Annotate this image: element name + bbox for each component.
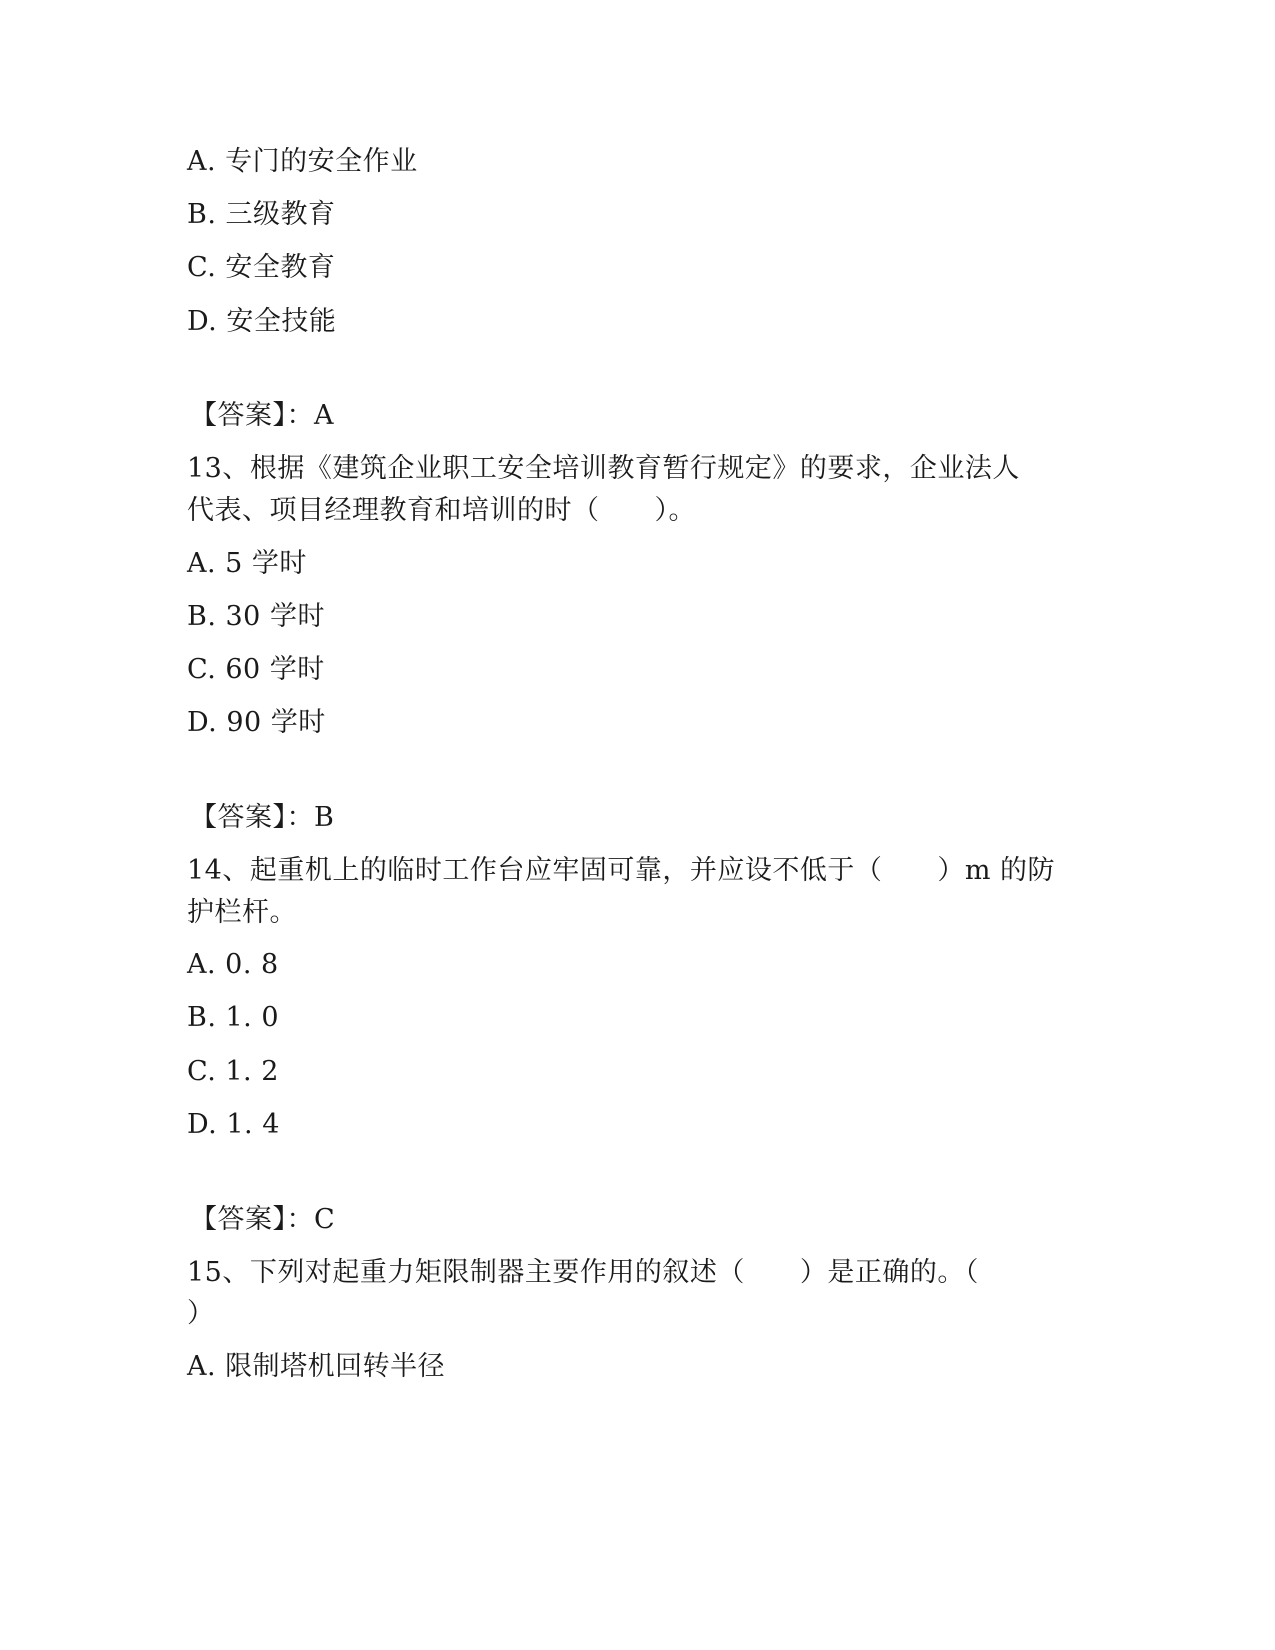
q14-answer: 【答案】：C [190, 1204, 336, 1235]
q14-option-d: D. 1. 4 [187, 1109, 280, 1140]
q13-option-c: C. 60 学时 [187, 654, 325, 685]
q15-option-a: A. 限制塔机回转半径 [187, 1351, 446, 1382]
q14-option-a: A. 0. 8 [187, 949, 279, 980]
q12-option-a: A. 专门的安全作业 [187, 146, 418, 177]
q13-option-d: D. 90 学时 [187, 707, 326, 738]
q13-option-b: B. 30 学时 [187, 601, 325, 632]
q12-answer: 【答案】：A [190, 400, 334, 431]
q12-option-b: B. 三级教育 [187, 199, 336, 230]
q14-stem-line1: 14、起重机上的临时工作台应牢固可靠，并应设不低于（ ）m 的防 [187, 855, 1056, 886]
q15-stem-line2: ） [187, 1298, 215, 1329]
q14-stem-line2: 护栏杆。 [187, 897, 297, 928]
q15-stem-line1: 15、下列对起重力矩限制器主要作用的叙述（ ）是正确的。（ [187, 1257, 979, 1288]
q13-stem-line1: 13、根据《建筑企业职工安全培训教育暂行规定》的要求，企业法人 [187, 453, 1020, 484]
q13-stem-line2: 代表、项目经理教育和培训的时（ ）。 [187, 495, 696, 526]
q13-answer: 【答案】：B [190, 802, 335, 833]
q12-option-c: C. 安全教育 [187, 252, 336, 283]
q14-option-c: C. 1. 2 [187, 1056, 279, 1087]
q14-option-b: B. 1. 0 [187, 1002, 280, 1033]
q13-option-a: A. 5 学时 [187, 548, 307, 579]
q12-option-d: D. 安全技能 [187, 306, 337, 337]
